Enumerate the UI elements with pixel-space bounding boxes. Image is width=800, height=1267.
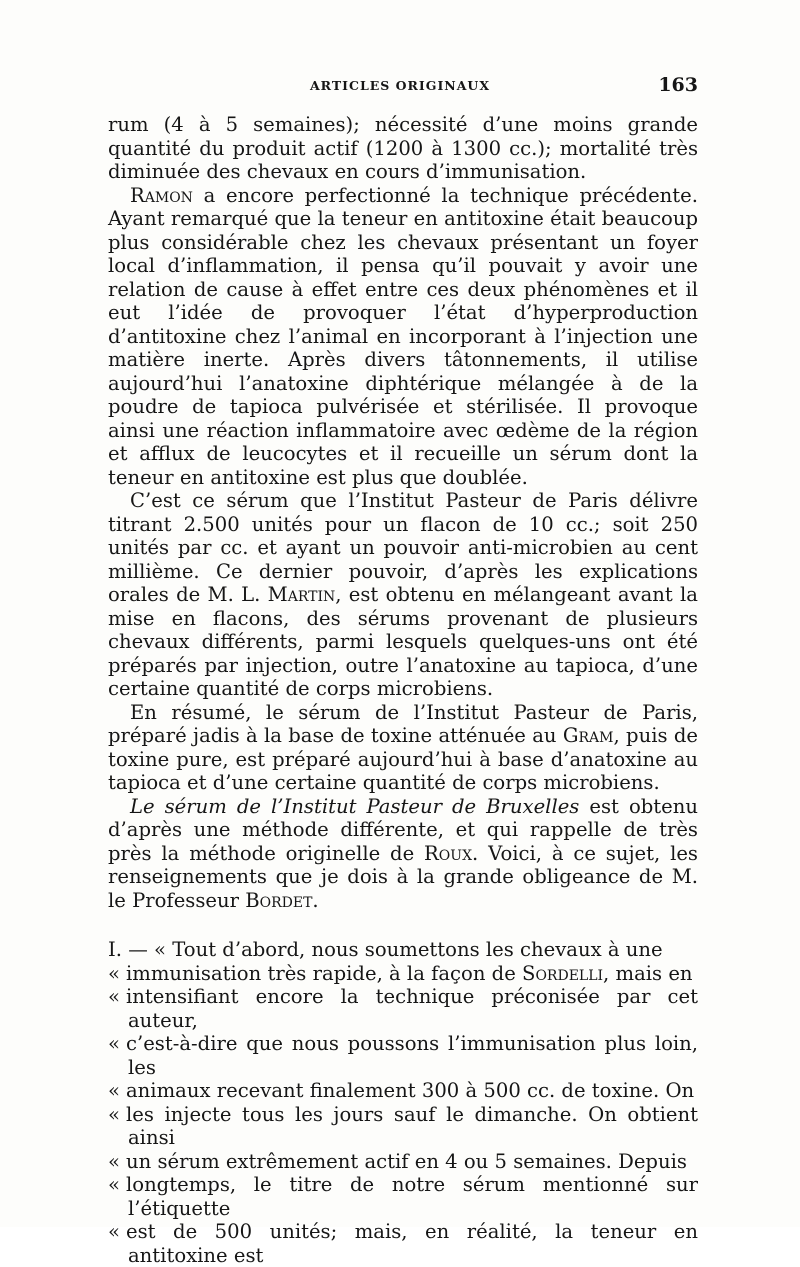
quote-line <box>108 985 698 1032</box>
paragraph-text: , puis de toxine pure, est préparé aujourd’hui à base d’anatoxine au tapioca et d’une certaine quantité de corps microbiens. <box>108 724 699 794</box>
author-name: Ramon <box>130 183 193 207</box>
quote-line <box>108 1032 698 1079</box>
quote-line <box>108 1220 698 1267</box>
quote-line <box>108 1150 698 1174</box>
paragraph-text: . <box>312 888 319 912</box>
page-number: 163 <box>658 74 698 96</box>
quote-text: est de 500 unités; mais, en réalité, la teneur en antitoxine est <box>126 1220 698 1267</box>
paragraph-text: . Voici, à ce sujet, les renseignements que je dois à la grande obligeance de M. le Professeur <box>108 841 698 912</box>
quote-text: c’est-à-dire que nous poussons l’immunisation plus loin, les <box>126 1032 698 1079</box>
running-title: ARTICLES ORIGINAUX <box>309 78 491 93</box>
guillemet: « <box>108 1079 120 1102</box>
body-text <box>108 113 698 1267</box>
guillemet: « <box>108 1102 120 1126</box>
quote-line <box>108 1173 698 1220</box>
section-gap <box>108 912 698 938</box>
quote-line <box>108 1079 698 1103</box>
guillemet: « <box>108 1149 120 1173</box>
quote-text: , mais en <box>603 961 693 985</box>
paragraph-text: C’est ce sérum que l’Institut Pasteur de Paris délivre titrant 2.500 unités pour un flacon de 10 cc.; soit 250 unités par cc. et ayant un pouvoir anti-microbien au cent millième. Ce dernier pouvoir, d’après les explications orales de M. L. <box>108 489 698 606</box>
paragraph <box>108 184 698 490</box>
italic-heading: Le sérum de l’Institut Pasteur de Bruxelles <box>130 794 580 818</box>
page-header <box>108 74 698 98</box>
paragraph <box>108 701 698 795</box>
author-name: Sordelli <box>522 961 604 985</box>
quote-text: les injecte tous les jours sauf le dimanche. On obtient ainsi <box>126 1102 698 1149</box>
guillemet: « <box>108 1173 120 1196</box>
guillemet: « <box>108 985 120 1008</box>
quote-line <box>108 938 698 962</box>
quote-text: un sérum extrêmement actif en 4 ou 5 semaines. Depuis <box>126 1149 687 1173</box>
quote-line <box>108 962 698 986</box>
paragraph <box>108 795 698 913</box>
paragraph-text: En résumé, le sérum de l’Institut Pasteur de Paris, préparé jadis à la base de toxine atténuée au <box>108 700 698 747</box>
quote-text: I. — « Tout d’abord, nous soumettons les chevaux à une <box>108 938 663 961</box>
quote-line <box>108 1103 698 1150</box>
quote-text: longtemps, le titre de notre sérum mentionné sur l’étiquette <box>126 1173 698 1220</box>
author-name: Gram <box>562 724 614 747</box>
author-name: Martin <box>267 583 336 606</box>
paragraph <box>108 489 698 701</box>
quote-text: immunisation très rapide, à la façon de <box>126 961 523 985</box>
guillemet: « <box>108 961 120 985</box>
guillemet: « <box>108 1220 120 1243</box>
paragraph-text: rum (4 à 5 semaines); nécessité d’une moins grande quantité du produit actif (1200 à 1300 cc.); mortalité très diminuée des chevaux en cours d’immunisation. <box>108 113 698 183</box>
paragraph <box>108 113 698 184</box>
paragraph-text: a encore perfectionné la technique précédente. Ayant remarqué que la teneur en antitoxine était beaucoup plus considérable chez les chevaux présentant un foyer local d’inflammation, il pensa qu’il pouvait y avoir une relation de cause à effet entre ces deux phénomènes et il eut l’idée de provoquer l’état d’hyperproduction d’antitoxine chez l’animal en incorporant à l’injection une matière inerte. Après divers tâtonnements, il utilise aujourd’hui l’anatoxine diphtérique mélangée à de la poudre de tapioca pulvérisée et stérilisée. Il provoque ainsi une réaction inflammatoire avec œdème de la région et afflux de leucocytes et il recueille un sérum dont la teneur en antitoxine est plus que doublée. <box>108 183 698 489</box>
paragraph-text: , est obtenu en mélangeant avant la mise en flacons, des sérums provenant de plusieurs chevaux différents, parmi lesquels quelques-uns ont été préparés par injection, outre l’anatoxine au tapioca, d’une certaine quantité de corps microbiens. <box>108 583 698 700</box>
quote-text: intensifiant encore la technique préconisée par cet auteur, <box>126 985 698 1032</box>
guillemet: « <box>108 1032 120 1055</box>
author-name: Roux <box>424 841 473 865</box>
quote-text: animaux recevant finalement 300 à 500 cc. de toxine. On <box>126 1079 695 1102</box>
paragraph-text: est obtenu d’après une méthode différente, et qui rappelle de très près la méthode originelle de <box>108 794 698 865</box>
author-name: Bordet <box>245 888 313 912</box>
